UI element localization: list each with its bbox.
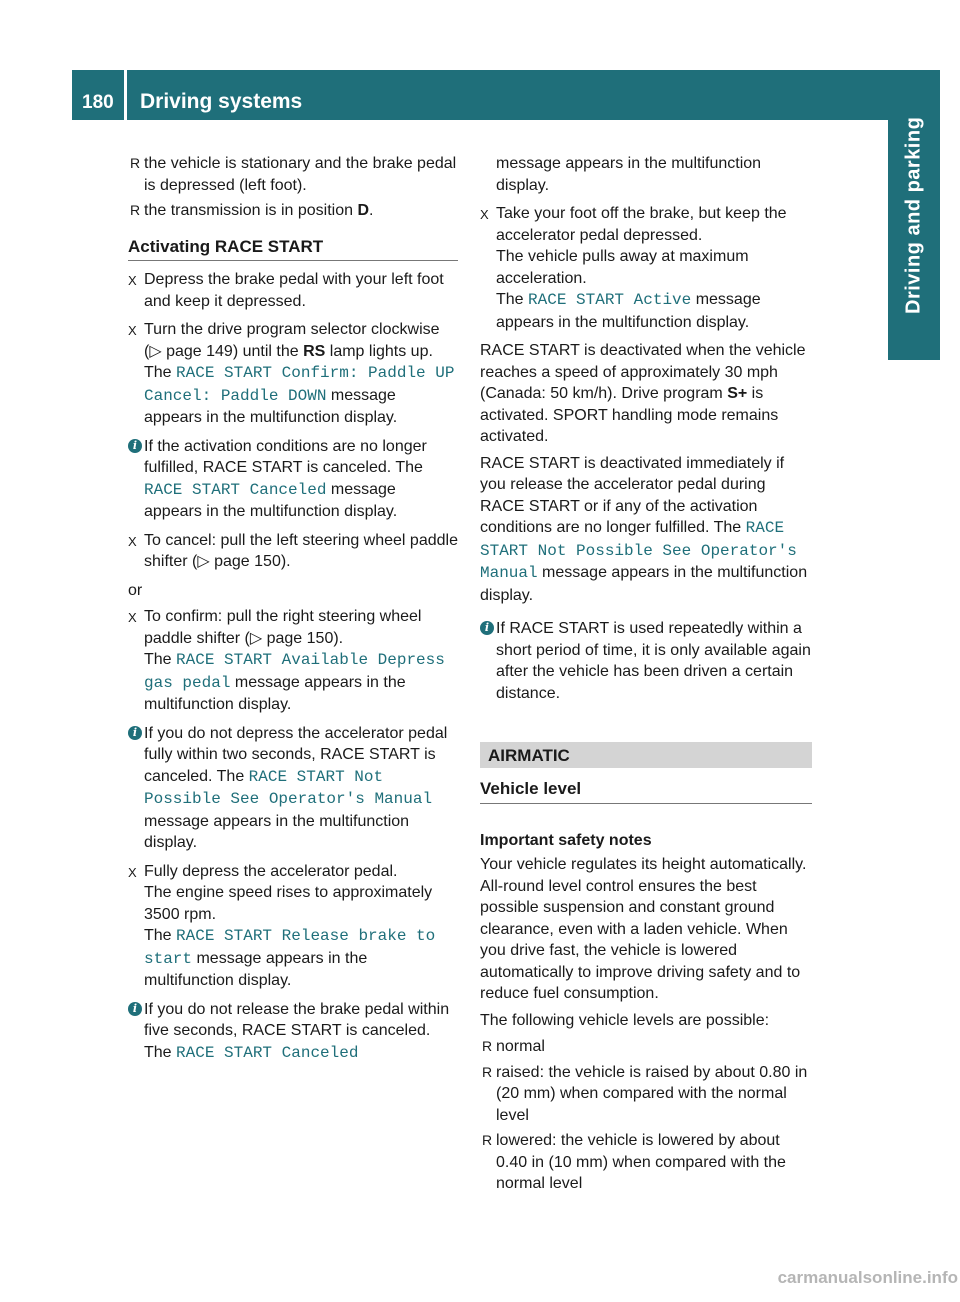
display-message: RACE START Confirm: Paddle UP Cancel: Paddle DOWN <box>144 364 455 405</box>
bullet-icon: R <box>482 1038 493 1054</box>
step-item: X Turn the drive program selector clockwise (▷ page 149) until the RS lamp lights up. The RACE START Confirm: Paddle UP Cancel: Paddle DOWN message appears in the multifunction display. <box>128 321 455 426</box>
paragraph: Your vehicle regulates its height automatically. All-round level control ensures the best possible suspension and constant ground clearance, even with a laden vehicle. When you drive fast, the vehicle is lowered automatically to improve driving safety and to reduce fuel consumption. <box>480 856 807 1002</box>
step-arrow-icon: X <box>128 610 137 625</box>
page-ref-arrow-icon: ▷ <box>197 553 210 570</box>
page-link[interactable]: page 150). <box>209 553 291 570</box>
left-column <box>128 153 458 1071</box>
step-arrow-icon: X <box>128 864 137 880</box>
info-note: i If RACE START is used repeatedly within a short period of time, it is only available again after the vehicle has been driven a certain distance. <box>480 618 812 704</box>
list-item: R raised: the vehicle is raised by about 0.80 in (20 mm) when compared with the normal level <box>482 1063 808 1124</box>
right-column <box>480 153 812 1199</box>
bullet-icon: R <box>482 1132 493 1148</box>
paragraph: The following vehicle levels are possible: <box>480 1011 770 1029</box>
info-note: i If you do not release the brake pedal within five seconds, RACE START is canceled. The RACE START Canceled <box>128 999 458 1065</box>
watermark: carmanualsonline.info <box>777 1268 958 1287</box>
step-arrow-icon: X <box>128 273 137 288</box>
paragraph: RACE START is deactivated when the vehicle reaches a speed of approximately 30 mph (Canada: 50 km/h). Drive program S+ is activated. SPORT handling mode remains activated. <box>480 342 806 445</box>
step-item: X To confirm: pull the right steering wheel paddle shifter (▷ page 150). The RACE START Available Depress gas pedal message appears in the multifunction display. <box>128 608 445 713</box>
step-item: X Depress the brake pedal with your left foot and keep it depressed. <box>128 271 444 310</box>
page-ref-arrow-icon: ▷ <box>249 629 263 647</box>
step-item: X Fully depress the accelerator pedal. The engine speed rises to approximately 3500 rpm. The RACE START Release brake to start message appears in the multifunction display. <box>128 862 436 989</box>
section-heading: Activating RACE START <box>128 236 458 262</box>
page-ref-arrow-icon: ▷ <box>149 342 162 360</box>
page-link[interactable]: page 149) until the <box>161 342 304 360</box>
list-item: R normal <box>480 1036 812 1058</box>
info-icon: i <box>128 1002 142 1016</box>
display-message: RACE START Release brake to start <box>144 927 436 968</box>
section-box-title: AIRMATIC <box>480 742 812 768</box>
subheading: Important safety notes <box>480 831 652 849</box>
step-item: X To cancel: pull the left steering wheel paddle shifter (▷ page 150). <box>128 531 458 570</box>
header-divider <box>124 70 127 120</box>
step-item: X Take your foot off the brake, but keep the accelerator pedal depressed. The vehicle pulls away at maximum acceleration. The RACE START Active message appears in the multifunction display. <box>480 205 787 331</box>
info-note: i If you do not depress the accelerator pedal fully within two seconds, RACE START is canceled. The RACE START Not Possible See Operator's Manual message appears in the multifunction display. <box>128 723 458 854</box>
side-tab-label: Driving and parking <box>902 116 925 314</box>
display-message: RACE START Not Possible See Operator's Manual <box>144 767 433 808</box>
info-icon: i <box>128 726 142 740</box>
or-label: or <box>128 581 143 599</box>
step-arrow-icon: X <box>128 323 137 338</box>
display-message: RACE START Canceled <box>144 480 327 499</box>
bullet-icon: R <box>130 155 141 171</box>
header-bar <box>72 70 888 120</box>
display-message: RACE START Not Possible See Operator's Manual <box>480 519 797 582</box>
step-arrow-icon: X <box>480 207 489 222</box>
bullet-icon: R <box>482 1063 493 1080</box>
display-message: RACE START Available Depress gas pedal <box>144 651 445 692</box>
list-item: R the transmission is in position D. <box>128 200 458 222</box>
section-heading: Vehicle level <box>480 778 812 804</box>
paragraph: RACE START is deactivated immediately if you release the accelerator pedal during RACE START or if any of the activation conditions are no longer fulfilled. The RACE START Not Possible See Operator's Manual message appears in the multifunction display. <box>480 454 808 604</box>
info-icon: i <box>128 439 142 453</box>
step-arrow-icon: X <box>128 533 137 549</box>
page-link[interactable]: page 150). <box>262 629 344 647</box>
page-title: Driving systems <box>140 90 303 113</box>
page-number: 180 <box>82 92 114 113</box>
list-item: R lowered: the vehicle is lowered by about 0.40 in (10 mm) when compared with the normal level <box>482 1132 786 1192</box>
bullet-icon: R <box>130 202 141 218</box>
info-icon: i <box>480 621 494 635</box>
display-message: RACE START Canceled <box>176 1043 359 1062</box>
display-message: RACE START Active <box>528 291 692 309</box>
info-note: i If the activation conditions are no longer fulfilled, RACE START is canceled. The RACE START Canceled message appears in the multifunction display. <box>128 436 458 523</box>
list-item: R the vehicle is stationary and the brake pedal is depressed (left foot). <box>130 155 457 194</box>
step-item-continued: message appears in the multifunction display. <box>496 155 762 194</box>
